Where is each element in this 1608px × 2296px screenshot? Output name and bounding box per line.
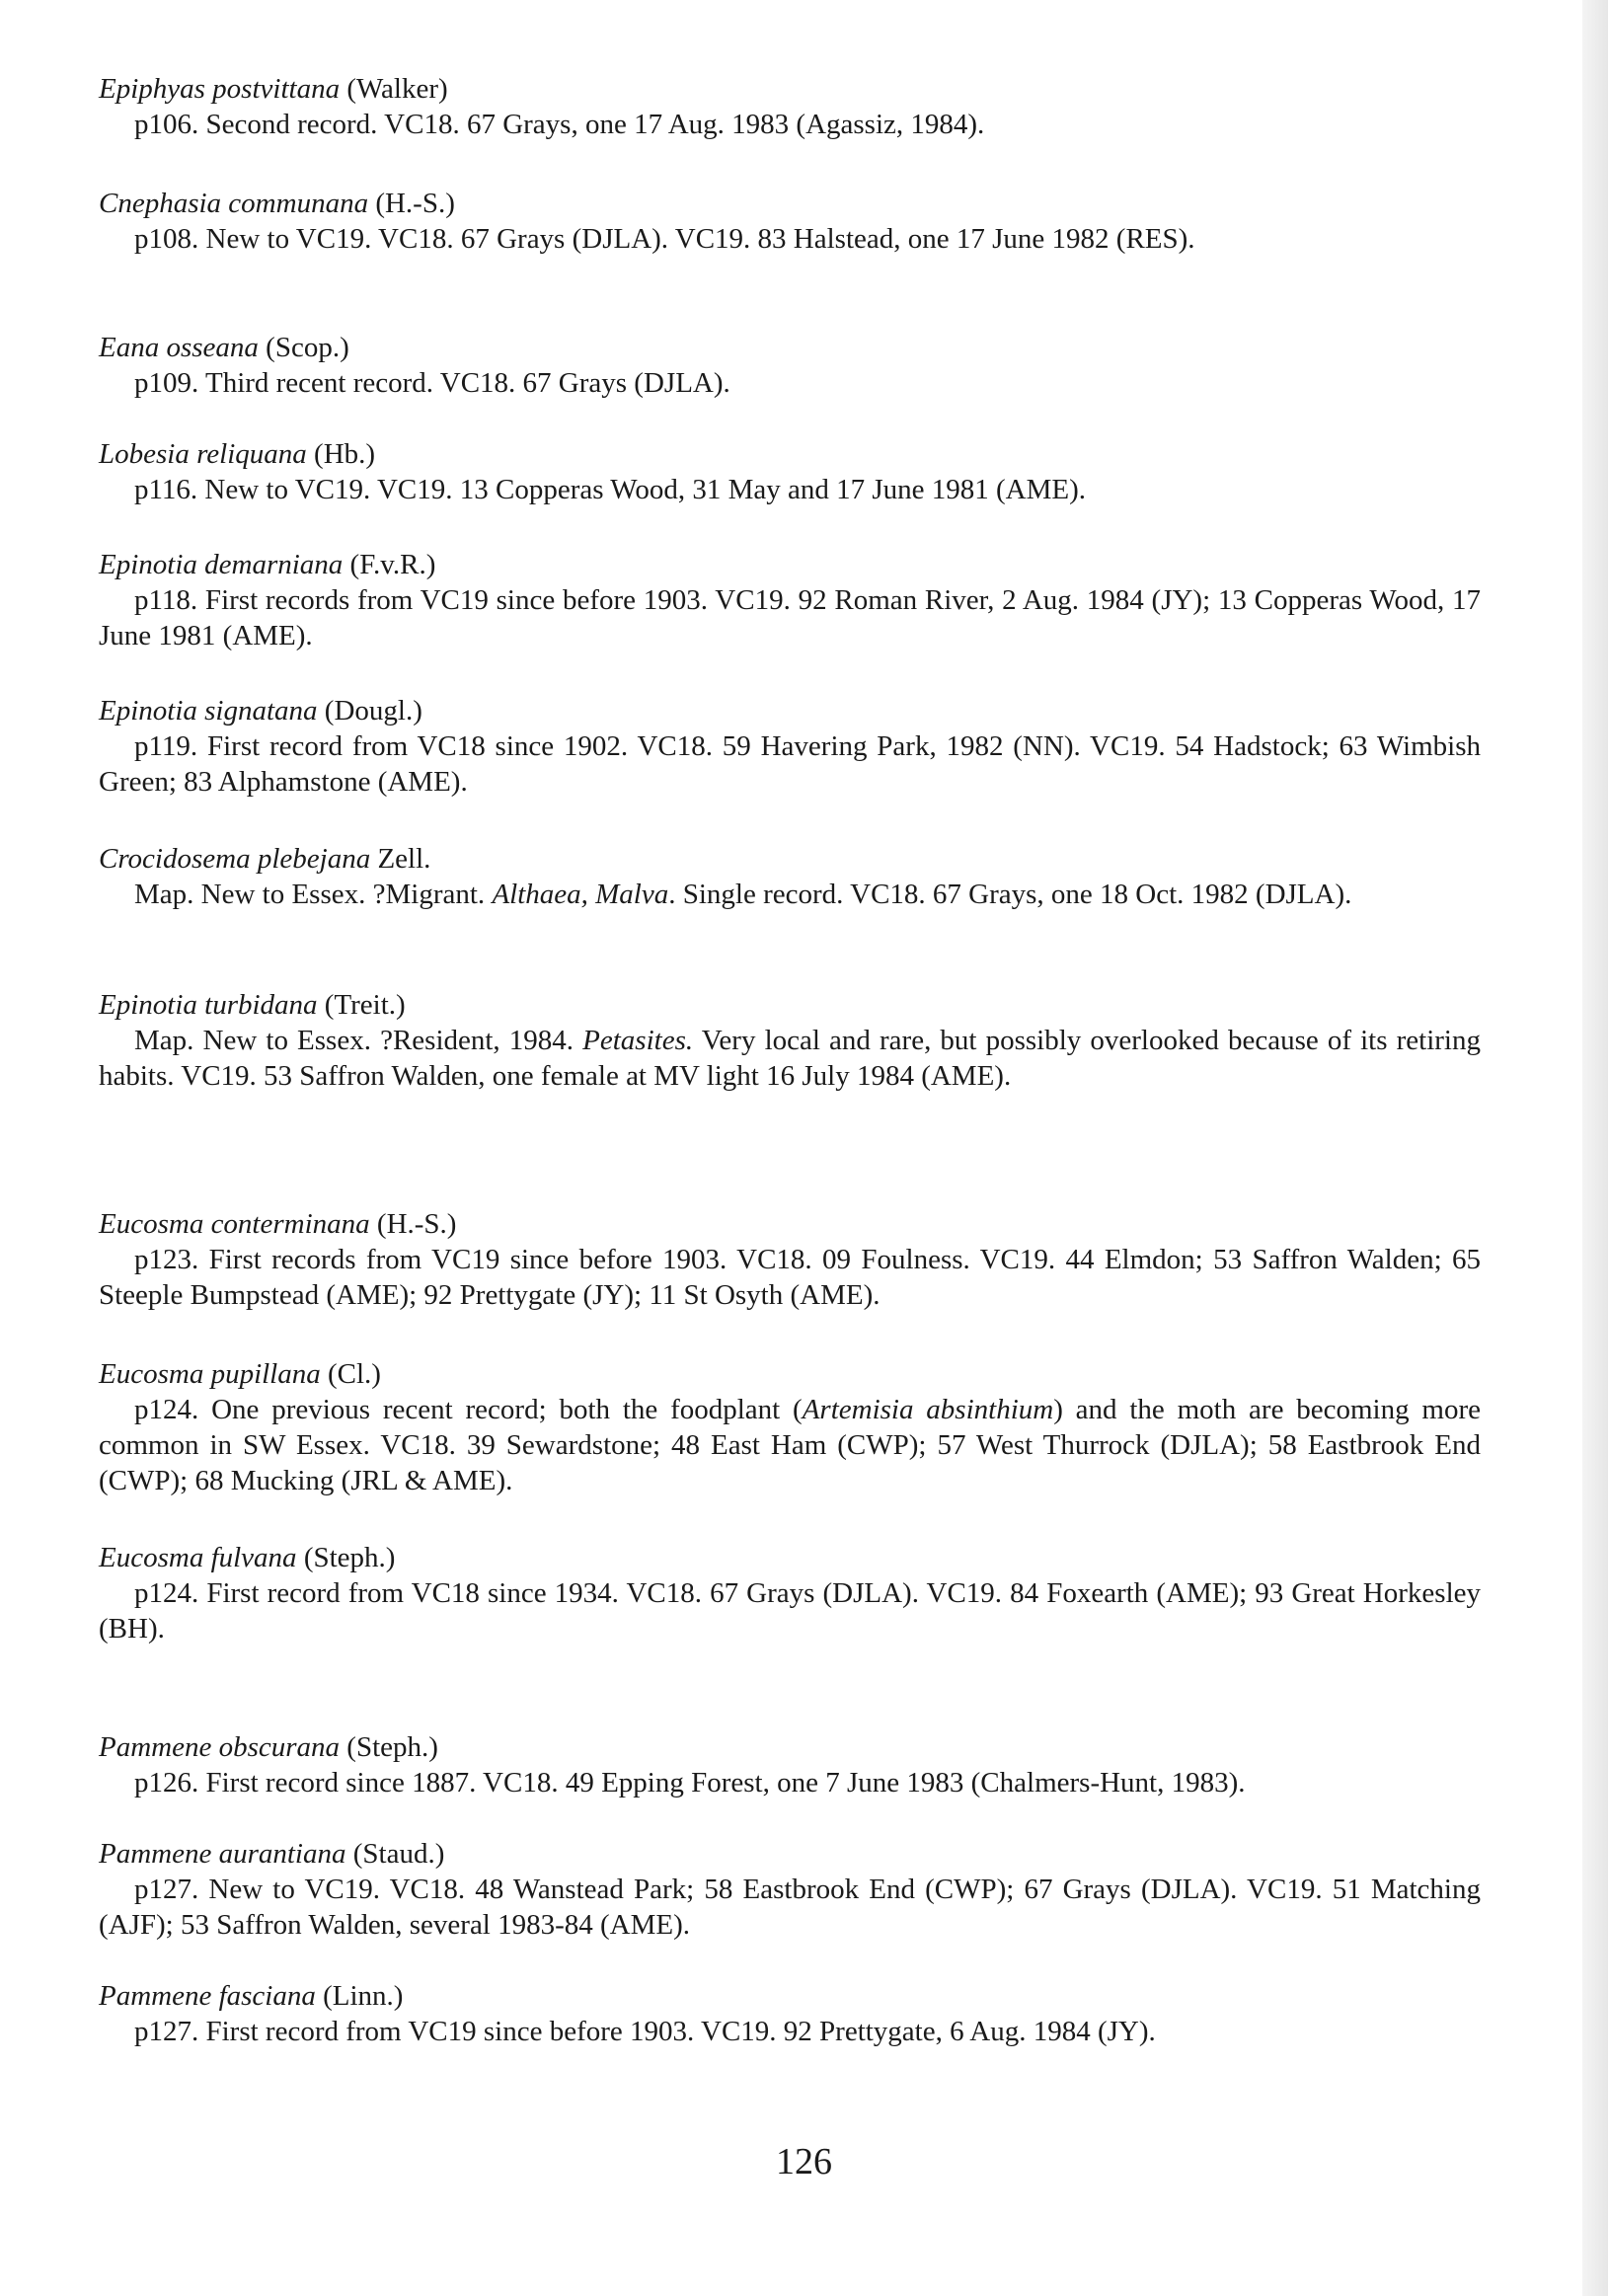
foodplant-name: Althaea, Malva (492, 879, 669, 910)
species-entry (99, 547, 1481, 653)
species-name: Epinotia turbidana (99, 989, 318, 1021)
species-author: (Steph.) (303, 1542, 396, 1573)
species-entry (99, 330, 1481, 401)
species-entry (99, 841, 1481, 912)
species-heading (99, 1206, 1481, 1242)
species-author: Zell. (377, 843, 431, 875)
species-heading (99, 186, 1481, 221)
species-name: Pammene aurantiana (99, 1838, 346, 1870)
species-author: (F.v.R.) (349, 549, 436, 580)
page-edge-shadow (1582, 0, 1608, 2296)
species-record: Map. New to Essex. ?Resident, 1984. Petasites. Very local and rare, but possibly overlooked because of its retiring habits. VC19. 53 Saffron Walden, one female at MV light 16 July 1984 (AME). (99, 1025, 1481, 1092)
species-heading (99, 1356, 1481, 1392)
species-record: p118. First records from VC19 since before 1903. VC19. 92 Roman River, 2 Aug. 1984 (JY); 13 Copperas Wood, 17 June 1981 (AME). (99, 584, 1481, 651)
species-author: (H.-S.) (376, 1208, 457, 1240)
species-entry (99, 1978, 1481, 2049)
species-name: Crocidosema plebejana (99, 843, 371, 875)
species-author: (H.-S.) (375, 188, 455, 219)
species-name: Epiphyas postvittana (99, 73, 341, 105)
species-name: Pammene obscurana (99, 1731, 341, 1763)
foodplant-name: Petasites. (582, 1025, 694, 1056)
species-name: Epinotia demarniana (99, 549, 344, 580)
species-record: p123. First records from VC19 since before 1903. VC18. 09 Foulness. VC19. 44 Elmdon; 53 Saffron Walden; 65 Steeple Bumpstead (AME); 92 Prettygate (JY); 11 St Osyth (AME). (99, 1244, 1481, 1311)
species-entry (99, 1206, 1481, 1313)
species-author: (Dougl.) (324, 695, 422, 727)
species-record: p106. Second record. VC18. 67 Grays, one 17 Aug. 1983 (Agassiz, 1984). (134, 109, 985, 140)
species-record: p124. One previous recent record; both the foodplant (Artemisia absinthium) and the moth are becoming more common in SW Essex. VC18. 39 Sewardstone; 48 East Ham (CWP); 57 West Thurrock (DJLA); 58 Eastbrook End (CWP); 68 Mucking (JRL & AME). (99, 1394, 1482, 1496)
species-name: Eucosma conterminana (99, 1208, 370, 1240)
species-author: (Treit.) (324, 989, 406, 1021)
species-heading (99, 1978, 1481, 2014)
species-entry (99, 1836, 1481, 1943)
species-heading (99, 547, 1481, 582)
species-author: (Linn.) (323, 1980, 404, 2012)
species-record: p127. New to VC19. VC18. 48 Wanstead Park; 58 Eastbrook End (CWP); 67 Grays (DJLA). VC19. 51 Matching (AJF); 53 Saffron Walden, several 1983-84 (AME). (99, 1874, 1481, 1941)
species-name: Epinotia signatana (99, 695, 318, 727)
species-heading (99, 1836, 1481, 1872)
species-name: Cnephasia communana (99, 188, 369, 219)
species-name: Eucosma pupillana (99, 1358, 321, 1390)
species-record: p116. New to VC19. VC19. 13 Copperas Wood, 31 May and 17 June 1981 (AME). (134, 474, 1087, 505)
species-heading (99, 1729, 1481, 1765)
species-record: Map. New to Essex. ?Migrant. Althaea, Malva. Single record. VC18. 67 Grays, one 18 Oct. 1982 (DJLA). (134, 879, 1352, 910)
species-name: Eucosma fulvana (99, 1542, 297, 1573)
species-author: (Scop.) (266, 332, 349, 363)
foodplant-name: Artemisia absinthium (802, 1394, 1054, 1425)
species-heading (99, 330, 1481, 365)
page-number: 126 (776, 2141, 832, 2182)
species-entry (99, 987, 1481, 1094)
species-record: p126. First record since 1887. VC18. 49 Epping Forest, one 7 June 1983 (Chalmers-Hunt, 1983). (134, 1767, 1246, 1799)
species-record: p127. First record from VC19 since before 1903. VC19. 92 Prettygate, 6 Aug. 1984 (JY). (134, 2016, 1156, 2047)
species-entry (99, 436, 1481, 507)
species-heading (99, 1540, 1481, 1575)
species-record: p108. New to VC19. VC18. 67 Grays (DJLA). VC19. 83 Halstead, one 17 June 1982 (RES). (134, 223, 1195, 255)
species-entry (99, 693, 1481, 800)
species-author: (Hb.) (314, 438, 376, 470)
species-author: (Cl.) (328, 1358, 381, 1390)
species-heading (99, 693, 1481, 728)
species-heading (99, 436, 1481, 472)
species-heading (99, 71, 1481, 107)
species-entry (99, 1356, 1481, 1498)
species-author: (Staud.) (352, 1838, 445, 1870)
species-entry (99, 71, 1481, 142)
species-entry (99, 1729, 1481, 1800)
species-entry (99, 186, 1481, 257)
species-author: (Steph.) (346, 1731, 438, 1763)
species-author: (Walker) (346, 73, 448, 105)
species-entry (99, 1540, 1481, 1646)
species-heading (99, 841, 1481, 877)
species-record: p119. First record from VC18 since 1902. VC18. 59 Havering Park, 1982 (NN). VC19. 54 Hadstock; 63 Wimbish Green; 83 Alphamstone (AME). (99, 730, 1481, 798)
species-heading (99, 987, 1481, 1023)
species-record: p109. Third recent record. VC18. 67 Grays (DJLA). (134, 367, 730, 399)
species-name: Pammene fasciana (99, 1980, 316, 2012)
species-name: Lobesia reliquana (99, 438, 307, 470)
species-record: p124. First record from VC18 since 1934. VC18. 67 Grays (DJLA). VC19. 84 Foxearth (AME); 93 Great Horkesley (BH). (99, 1577, 1481, 1645)
species-name: Eana osseana (99, 332, 259, 363)
